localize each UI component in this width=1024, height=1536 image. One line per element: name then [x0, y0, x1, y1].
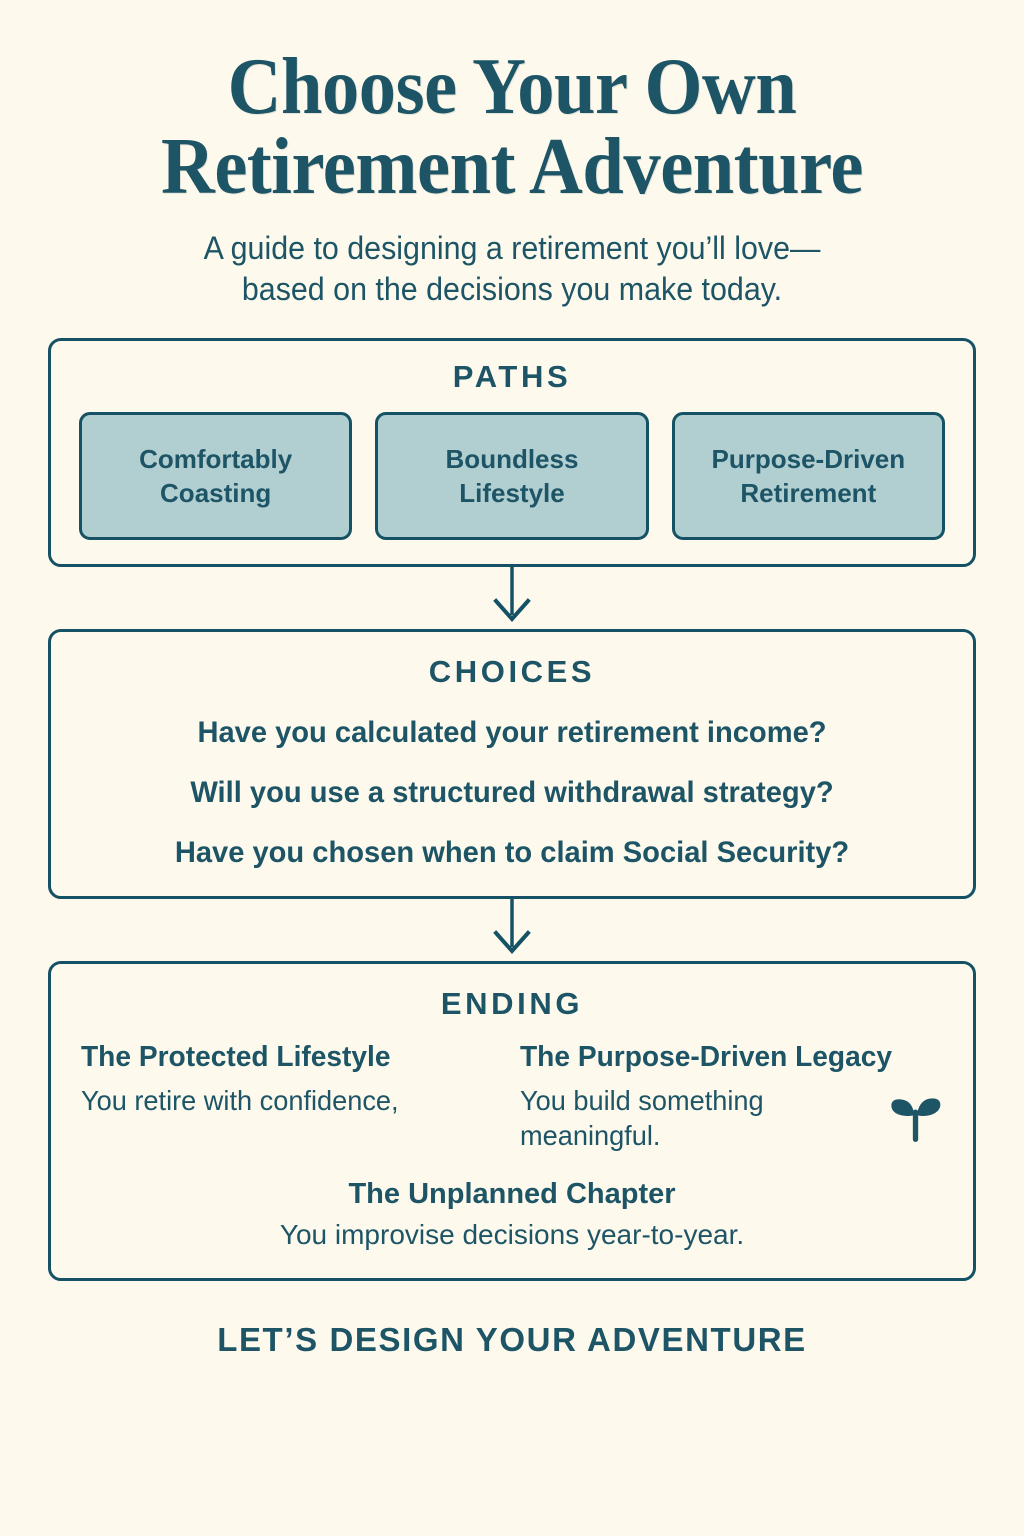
- choices-section: [48, 629, 976, 899]
- page-title-line-1: Choose Your Own: [227, 41, 797, 131]
- choices-list: [79, 716, 945, 870]
- path-card-line-2: Coasting: [160, 478, 272, 509]
- choice-item[interactable]: Have you calculated your retirement income?: [197, 716, 827, 750]
- choice-item[interactable]: Have you chosen when to claim Social Security?: [174, 836, 850, 870]
- path-card-line-2: Lifestyle: [459, 478, 565, 509]
- ending-item-unplanned-chapter: [81, 1177, 943, 1252]
- path-card-label: [446, 442, 579, 511]
- path-card-comfortably-coasting[interactable]: [79, 412, 352, 540]
- choices-heading: CHOICES: [428, 654, 596, 690]
- paths-heading: PATHS: [452, 359, 572, 395]
- page-subtitle-line-1: A guide to designing a retirement you’ll love—: [203, 230, 821, 267]
- page-subtitle: [71, 206, 953, 310]
- path-card-line-1: Purpose-Driven: [711, 443, 906, 474]
- path-card-line-2: Retirement: [740, 478, 877, 509]
- arrow-down-icon: [490, 567, 534, 629]
- ending-item-title: The Purpose-Driven Legacy: [520, 1041, 893, 1074]
- ending-heading: ENDING: [440, 986, 584, 1022]
- path-card-line-1: Comfortably: [139, 443, 293, 474]
- page-title-line-2: Retirement Adventure: [160, 121, 864, 212]
- connector-choices-to-ending: [48, 899, 976, 961]
- page-title: [85, 0, 939, 212]
- ending-item-title: The Unplanned Chapter: [348, 1177, 676, 1210]
- choice-item[interactable]: Will you use a structured withdrawal strategy?: [190, 776, 834, 810]
- ending-item-title: The Protected Lifestyle: [81, 1041, 391, 1074]
- path-card-boundless-lifestyle[interactable]: [375, 412, 648, 540]
- footer-call-to-action[interactable]: LET’S DESIGN YOUR ADVENTURE: [217, 1320, 807, 1358]
- ending-section: [48, 961, 976, 1280]
- path-card-line-1: Boundless: [445, 443, 579, 474]
- path-card-purpose-driven-retirement[interactable]: [672, 412, 945, 540]
- ending-item-description: You build something meaningful.: [520, 1084, 764, 1151]
- ending-item-protected-lifestyle: [81, 1040, 504, 1152]
- path-card-label: [712, 442, 906, 511]
- ending-item-description: You improvise decisions year-to-year.: [279, 1218, 745, 1250]
- ending-item-purpose-driven-legacy: [520, 1040, 943, 1152]
- page-subtitle-line-2: based on the decisions you make today.: [241, 271, 783, 308]
- arrow-down-icon: [490, 899, 534, 961]
- paths-section: [48, 338, 976, 567]
- path-card-label: [139, 442, 292, 511]
- paths-card-row: [79, 412, 945, 540]
- sprout-icon: [885, 1086, 947, 1148]
- ending-columns: [81, 1040, 943, 1152]
- connector-paths-to-choices: [48, 567, 976, 629]
- ending-item-description: You retire with confidence,: [81, 1084, 399, 1116]
